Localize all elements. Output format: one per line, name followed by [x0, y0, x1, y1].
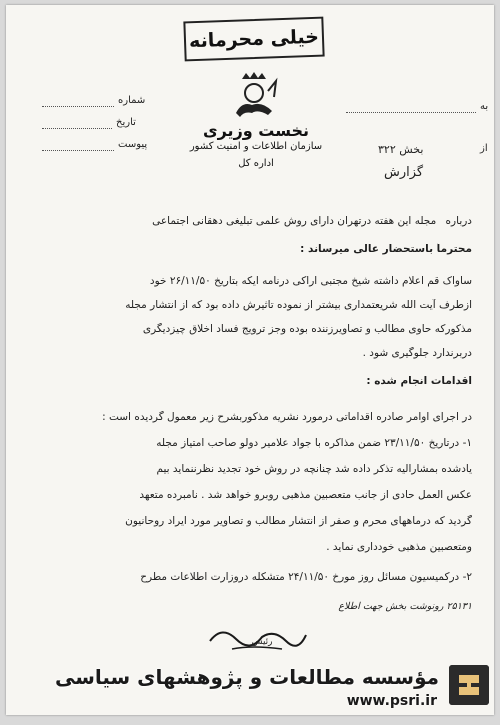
classification-stamp [183, 17, 324, 62]
classification-text: خیلی محرمانه [188, 25, 320, 53]
number-dots [42, 105, 114, 107]
paragraph1-line: ازطرف آیت الله شریعتمداری بیشتر از نموده تاثیرش داده بود که از انتشار مجله [125, 299, 472, 311]
paragraph1-line: مذکورکه حاوی مطالب و تصاویرزننده بوده وجز ترویج فساد اخلاق چیزدیگری [142, 323, 472, 335]
paragraph1-line: ساواک قم اعلام داشته شیخ مجتبی اراکی درنامه ایکه بتاریخ ۲۶/۱۱/۵۰ خود [149, 275, 472, 287]
to-dots [346, 111, 476, 113]
paragraph1-line: دربرندارد جلوگیری شود . [362, 347, 472, 359]
content-label: محترماً باستحضار عالی میرساند : [300, 243, 472, 255]
paragraph2-line: در اجرای اوامر صادره اقداماتی درمورد نشریه مذکوربشرح زیر معمول گردیده است : [102, 411, 472, 423]
department-title: اداره کل [238, 158, 274, 169]
signature-caption: رئیس [251, 637, 273, 647]
government-title: نخست وزیری [202, 121, 310, 140]
paragraph2-line: یادشده بمشارالیه تذکر داده شد چنانچه در روش خود تجدید نظرننماید بیم [156, 463, 472, 475]
actions-label: اقدامات انجام شده : [366, 375, 472, 387]
lion-and-sun-emblem-icon [228, 71, 280, 121]
number-label: شماره [118, 95, 146, 106]
psri-logo-icon [449, 665, 489, 705]
paragraph2-line: گردید که درماههای محرم و صفر از انتشار مطالب و تصاویر مورد ایراد روحانیون [125, 515, 472, 527]
paragraph2-line: عکس العمل حادی از جانب متعصبین مذهبی روبرو خواهد شد . نامبرده متعهد [139, 489, 472, 501]
psri-watermark [54, 653, 494, 715]
paragraph2-line: ومتعصبین مذهبی خودداری نماید . [326, 541, 472, 553]
report-label: گزارش [384, 165, 424, 180]
handwritten-annotation: ۲۵۱۳۱ رونوشت بخش جهت اطلاع [338, 601, 472, 612]
date-label: تاریخ [116, 117, 136, 128]
from-label: از [480, 143, 488, 154]
attachment-dots [42, 149, 114, 151]
paragraph2-line: ۱- درتاریخ ۲۳/۱۱/۵۰ ضمن مذاکره با جواد علامیر دولو صاحب امتیاز مجله [156, 437, 472, 449]
paragraph2-line: ۲- درکمیسیون مسائل روز مورخ ۲۴/۱۱/۵۰ متشکله دروزارت اطلاعات مطرح [140, 571, 472, 583]
watermark-url: www.psri.ir [346, 693, 437, 709]
subject-text: مجله این هفته درتهران دارای روش علمی تبلیغی دهقانی اجتماعی [152, 215, 437, 227]
attachment-label: پیوست [118, 139, 148, 150]
to-label: به [480, 101, 489, 112]
watermark-name: مؤسسه مطالعات و پژوهشهای سیاسی [54, 665, 439, 689]
organization-title: سازمان اطلاعات و امنیت کشور [189, 141, 323, 152]
section-text: بخش ۳۲۲ [378, 143, 424, 156]
document-page [6, 5, 494, 715]
subject-line [26, 215, 472, 227]
subject-label: درباره [445, 215, 472, 227]
date-dots [42, 127, 112, 129]
